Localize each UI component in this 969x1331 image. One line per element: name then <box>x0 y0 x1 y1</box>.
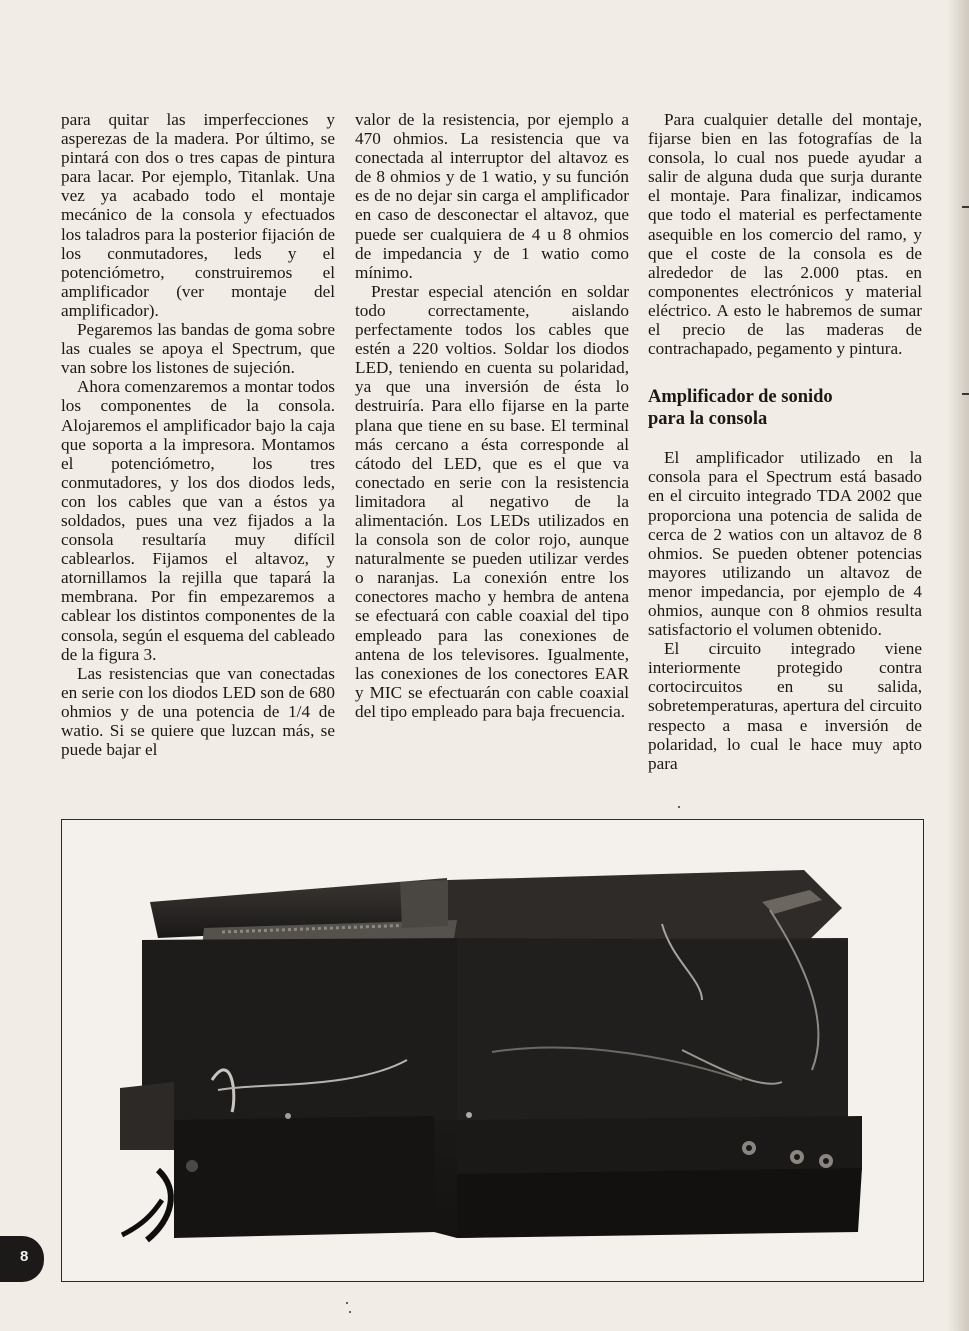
paragraph: El circuito integrado viene interiormente protegido contra cortocircuitos en su salida, sobretemperaturas, apertura del circuito respecto a masa e inversión de polaridad, lo cual le hace muy apto para <box>648 639 922 773</box>
print-speck <box>349 1311 351 1313</box>
page-number: 8 <box>20 1248 29 1265</box>
paragraph: Para cualquier detalle del montaje, fijarse bien en las fotografías de la consola, lo cual nos puede ayudar a salir de alguna duda que surja durante el montaje. Para finalizar, indicamos que todo el material es perfectamente asequible en los comercio del ramo, y que el coste de la consola es de alrededor de las 2.000 ptas. en componentes electrónicos y material eléctrico. A esto le habremos de sumar el precio de las maderas de contrachapado, pegamento y pintura. <box>648 110 922 359</box>
paragraph: valor de la resistencia, por ejemplo a 470 ohmios. La resistencia que va conectada al interruptor del altavoz es de 8 ohmios y de 1 watio, y su función es de no dejar sin carga el amplificador en caso de desconectar el altavoz, que puede ser cualquiera de 4 u 8 ohmios de impedancia y de 1 watio como mínimo. <box>355 110 629 282</box>
page-edge-shadow <box>947 0 969 1331</box>
heading-line: Amplificador de sonido <box>648 387 833 408</box>
article-column-1 <box>61 110 335 759</box>
console-photo-image <box>62 820 923 1281</box>
paragraph: Ahora comenzaremos a montar todos los componentes de la consola. Alojaremos el amplificador bajo la caja que soporta a la impresora. Montamos el potenciómetro, los tres conmutadores, y los dos diodos leds, con los cables que van a éstos ya soldados, pues una vez fijados a la consola resultaría muy difícil cablearlos. Fijamos el altavoz, y atornillamos la rejilla que tapará la membrana. Por fin empezaremos a cablear los distintos componentes de la consola, según el esquema del cableado de la figura 3. <box>61 377 335 664</box>
print-speck <box>678 806 680 808</box>
article-column-2 <box>355 110 629 721</box>
page-edge-mark <box>962 393 969 395</box>
console-photo <box>61 819 924 1282</box>
page-edge-mark <box>962 206 969 208</box>
paragraph: para quitar las imperfecciones y asperezas de la madera. Por último, se pintará con dos o tres capas de pintura para lacar. Por ejemplo, Titanlak. Una vez ya acabado todo el montaje mecánico de la consola y efectuados los taladros para la posterior fijación de los conmutadores, leds y el potenciómetro, construiremos el amplificador (ver montaje del amplificador). <box>61 110 335 320</box>
paragraph: Pegaremos las bandas de goma sobre las cuales se apoya el Spectrum, que van sobre los listones de sujeción. <box>61 320 335 378</box>
paragraph: Las resistencias que van conectadas en serie con los diodos LED son de 680 ohmios y de una potencia de 1/4 de watio. Si se quiere que luzcan más, se puede bajar el <box>61 663 335 760</box>
print-speck <box>346 1302 348 1304</box>
section-heading <box>648 386 922 430</box>
heading-line: para la consola <box>648 409 768 430</box>
paragraph: El amplificador utilizado en la consola para el Spectrum está basado en el circuito integrado TDA 2002 que proporciona una potencia de salida de cerca de 2 watios con un altavoz de 8 ohmios. Se pueden obtener potencias mayores utilizando un altavoz de menor impedancia, por ejemplo de 4 ohmios, aunque con 8 ohmios resulta satisfactorio el volumen obtenido. <box>648 448 922 640</box>
paragraph: Prestar especial atención en soldar todo correctamente, aislando perfectamente todos los cables que estén a 220 voltios. Soldar los diodos LED, teniendo en cuenta su polaridad, ya que una inversión de ésta lo destruiría. Para ello fijarse en la parte plana que tiene en su base. El terminal más cercano a ésta corresponde al cátodo del LED, que es el que va conectado en serie con la resistencia limitadora al negativo de la alimentación. Los LEDs utilizados en la consola son de color rojo, aunque naturalmente se pueden utilizar verdes o naranjas. La conexión entre los conectores macho y hembra de antena se efectuará con cable coaxial del tipo empleado para las conexiones de antena de los televisores. Igualmente, las conexiones de los conectores EAR y MIC se efectuarán con cable coaxial del tipo empleado para baja frecuencia. <box>355 281 629 721</box>
article-column-3 <box>648 110 922 773</box>
